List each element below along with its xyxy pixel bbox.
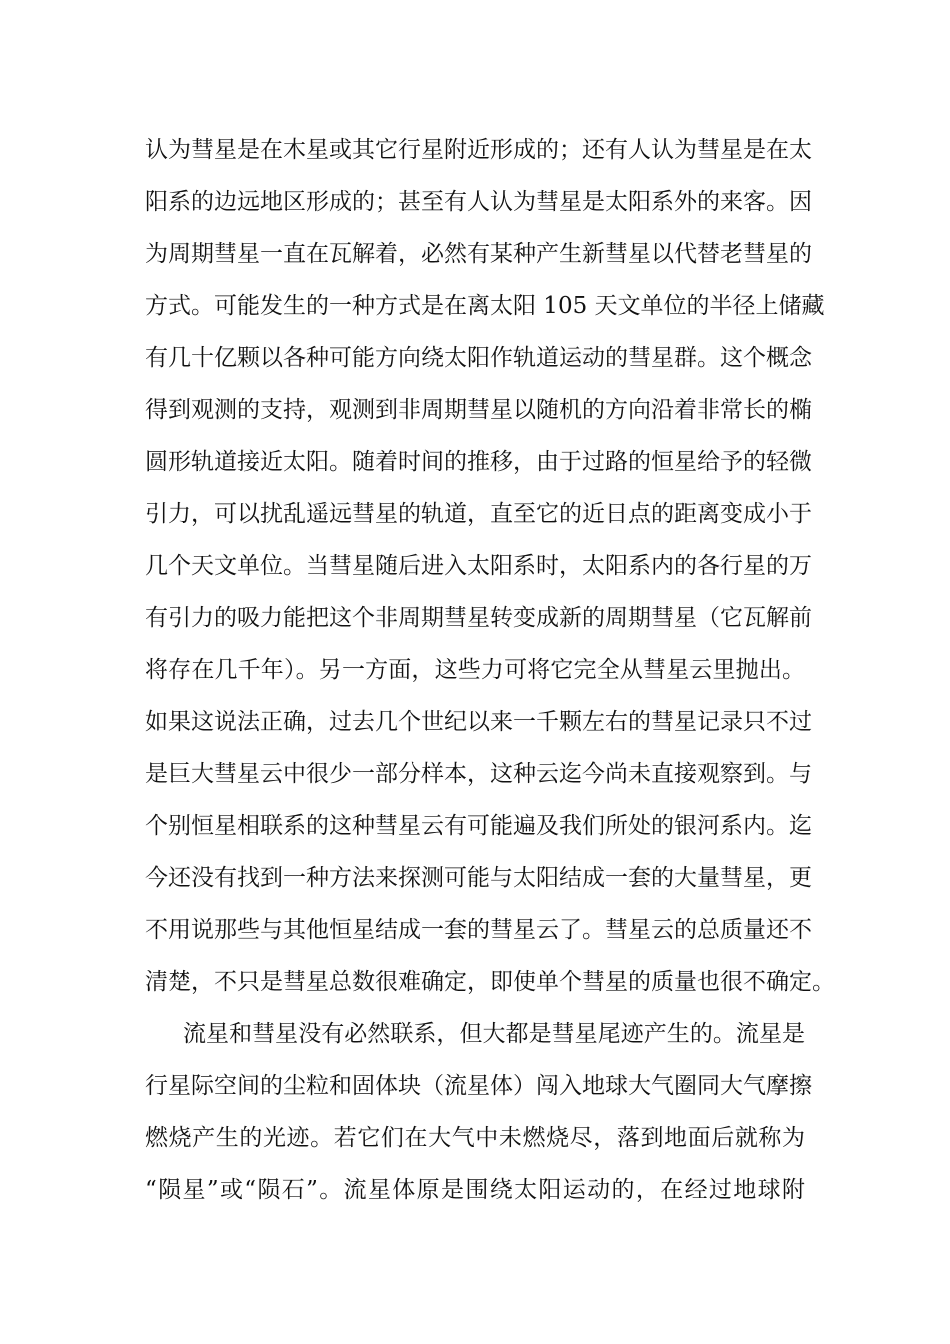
text-line: 将存在几千年）。另一方面，这些力可将它完全从彗星云里抛出。 [145,657,805,683]
text-line: “陨星”或“陨石”。流星体原是围绕太阳运动的，在经过地球附 [145,1177,805,1203]
text-line: 清楚，不只是彗星总数很难确定，即使单个彗星的质量也很不确定。 [145,969,835,995]
text-line: 行星际空间的尘粒和固体块（流星体）闯入地球大气圈同大气摩擦 [145,1073,812,1099]
text-line: 圆形轨道接近太阳。随着时间的推移，由于过路的恒星给予的轻微 [145,449,812,475]
text-line: 得到观测的支持，观测到非周期彗星以随机的方向沿着非常长的椭 [145,397,812,423]
text-line: 方式。可能发生的一种方式是在离太阳 105 天文单位的半径上储藏 [145,293,825,319]
text-line: 引力，可以扰乱遥远彗星的轨道，直至它的近日点的距离变成小于 [145,501,812,527]
text-line: 有引力的吸力能把这个非周期彗星转变成新的周期彗星（它瓦解前 [145,605,812,631]
text-line: 阳系的边远地区形成的；甚至有人认为彗星是太阳系外的来客。因 [145,189,812,215]
text-line: 为周期彗星一直在瓦解着，必然有某种产生新彗星以代替老彗星的 [145,241,812,267]
text-line: 如果这说法正确，过去几个世纪以来一千颗左右的彗星记录只不过 [145,709,812,735]
text-line: 个别恒星相联系的这种彗星云有可能遍及我们所处的银河系内。迄 [145,813,812,839]
text-line: 不用说那些与其他恒星结成一套的彗星云了。彗星云的总质量还不 [145,917,812,943]
paragraph-first-line: 流星和彗星没有必然联系，但大都是彗星尾迹产生的。流星是 [183,1021,805,1047]
text-line: 有几十亿颗以各种可能方向绕太阳作轨道运动的彗星群。这个概念 [145,345,812,371]
text-line: 几个天文单位。当彗星随后进入太阳系时，太阳系内的各行星的万 [145,553,812,579]
text-line: 燃烧产生的光迹。若它们在大气中未燃烧尽，落到地面后就称为 [145,1125,805,1151]
text-line: 是巨大彗星云中很少一部分样本，这种云迄今尚未直接观察到。与 [145,761,812,787]
text-line: 今还没有找到一种方法来探测可能与太阳结成一套的大量彗星，更 [145,865,812,891]
text-line: 认为彗星是在木星或其它行星附近形成的；还有人认为彗星是在太 [145,137,812,163]
